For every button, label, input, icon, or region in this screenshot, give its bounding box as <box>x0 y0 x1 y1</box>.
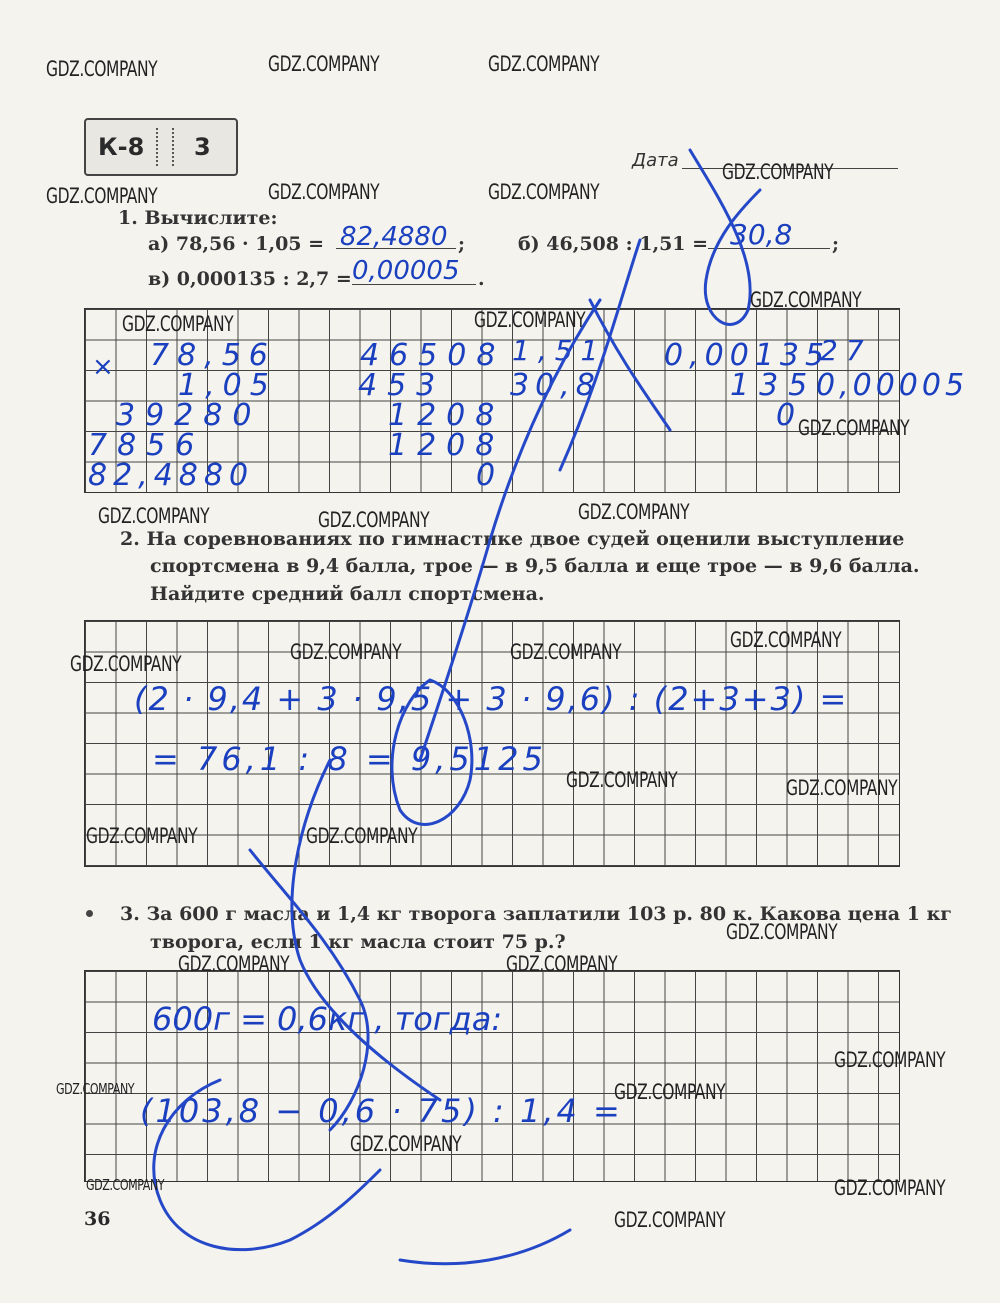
watermark: GDZ.COMPANY <box>614 1208 726 1232</box>
watermark: GDZ.COMPANY <box>86 824 198 848</box>
task3-line1: 3. За 600 г масла и 1,4 кг творога заплатили 103 р. 80 к. Какова цена 1 кг <box>120 903 952 925</box>
watermark: GDZ.COMPANY <box>46 57 158 81</box>
watermark: GDZ.COMPANY <box>834 1176 946 1200</box>
work-d2: 453 <box>358 368 446 403</box>
task1-b-expr: б) 46,508 : 1,51 = <box>518 233 709 255</box>
watermark: GDZ.COMPANY <box>122 312 234 336</box>
work-d4: 1208 <box>388 428 505 463</box>
date-label: Дата <box>632 150 679 171</box>
watermark: GDZ.COMPANY <box>834 1048 946 1072</box>
work-e3: 0 <box>776 398 796 433</box>
task1-a-answer: 82,4880 <box>340 222 448 252</box>
work-m2: 1,05 <box>178 368 277 403</box>
work-e2: 135 <box>730 368 818 403</box>
watermark: GDZ.COMPANY <box>268 180 380 204</box>
watermark: GDZ.COMPANY <box>506 952 618 976</box>
watermark: GDZ.COMPANY <box>726 920 838 944</box>
watermark: GDZ.COMPANY <box>318 508 430 532</box>
work-m5: 82,4880 <box>88 458 255 493</box>
task2-work-line1: (2 · 9,4 + 3 · 9,5 + 3 · 9,6) : (2+3+3) = <box>134 680 849 718</box>
task2-work-line2: = 76,1 : 8 = 9,5125 <box>152 740 547 778</box>
work-d5: 0 <box>476 458 496 493</box>
work-e1: 0,00135 <box>664 338 831 373</box>
watermark: GDZ.COMPANY <box>722 160 834 184</box>
work-e1-divisor: 27 <box>820 334 872 367</box>
watermark: GDZ.COMPANY <box>178 952 290 976</box>
task3-work-line2: (103,8 − 0,6 · 75) : 1,4 = <box>140 1092 623 1130</box>
watermark: GDZ.COMPANY <box>488 180 600 204</box>
watermark: GDZ.COMPANY <box>56 1080 135 1098</box>
task1-c-end: . <box>478 268 485 290</box>
task1-c-answer: 0,00005 <box>352 256 460 286</box>
watermark: GDZ.COMPANY <box>750 288 862 312</box>
watermark: GDZ.COMPANY <box>86 1176 165 1194</box>
work-m4: 7856 <box>88 428 205 463</box>
watermark: GDZ.COMPANY <box>510 640 622 664</box>
task2-line2: спортсмена в 9,4 балла, трое — в 9,5 балла и еще трое — в 9,6 балла. <box>150 555 920 577</box>
badge-label: К-8 <box>98 133 145 161</box>
watermark: GDZ.COMPANY <box>268 52 380 76</box>
watermark: GDZ.COMPANY <box>290 640 402 664</box>
watermark: GDZ.COMPANY <box>488 52 600 76</box>
task1-b-answer: 30,8 <box>730 218 793 251</box>
work-e-quotient: 0,00005 <box>816 368 969 403</box>
work-d1-divisor: 1,51 <box>512 334 607 367</box>
page-number: 36 <box>84 1208 111 1230</box>
badge-variant: 3 <box>194 133 211 161</box>
watermark: GDZ.COMPANY <box>306 824 418 848</box>
task2-line1: 2. На соревнованиях по гимнастике двое судей оценили выступление <box>120 528 905 550</box>
task1-a-end: ; <box>458 233 466 255</box>
watermark: GDZ.COMPANY <box>786 776 898 800</box>
watermark: GDZ.COMPANY <box>70 652 182 676</box>
task3-work-line1: 600г = 0,6кг , тогда: <box>152 1000 503 1038</box>
task1-b-end: ; <box>832 233 840 255</box>
task1-title: 1. Вычислите: <box>118 207 278 229</box>
work-mult-sign: × <box>92 352 114 382</box>
work-d1-quotient: 30,8 <box>510 368 601 403</box>
work-m1: 78,56 <box>150 338 276 373</box>
task3-line2: творога, если 1 кг масла стоит 75 р.? <box>150 931 566 953</box>
watermark: GDZ.COMPANY <box>578 500 690 524</box>
watermark: GDZ.COMPANY <box>614 1080 726 1104</box>
task2-line3: Найдите средний балл спортсмена. <box>150 583 545 605</box>
watermark: GDZ.COMPANY <box>798 416 910 440</box>
work-d1: 46508 <box>360 338 506 373</box>
watermark: GDZ.COMPANY <box>730 628 842 652</box>
watermark: GDZ.COMPANY <box>566 768 678 792</box>
watermark: GDZ.COMPANY <box>350 1132 462 1156</box>
watermark: GDZ.COMPANY <box>474 308 586 332</box>
work-m3: 39280 <box>116 398 262 433</box>
work-d3: 1208 <box>388 398 505 433</box>
watermark: GDZ.COMPANY <box>46 184 158 208</box>
watermark: GDZ.COMPANY <box>98 504 210 528</box>
task1-c-expr: в) 0,000135 : 2,7 = <box>148 268 352 290</box>
task1-a-expr: а) 78,56 · 1,05 = <box>148 233 325 255</box>
